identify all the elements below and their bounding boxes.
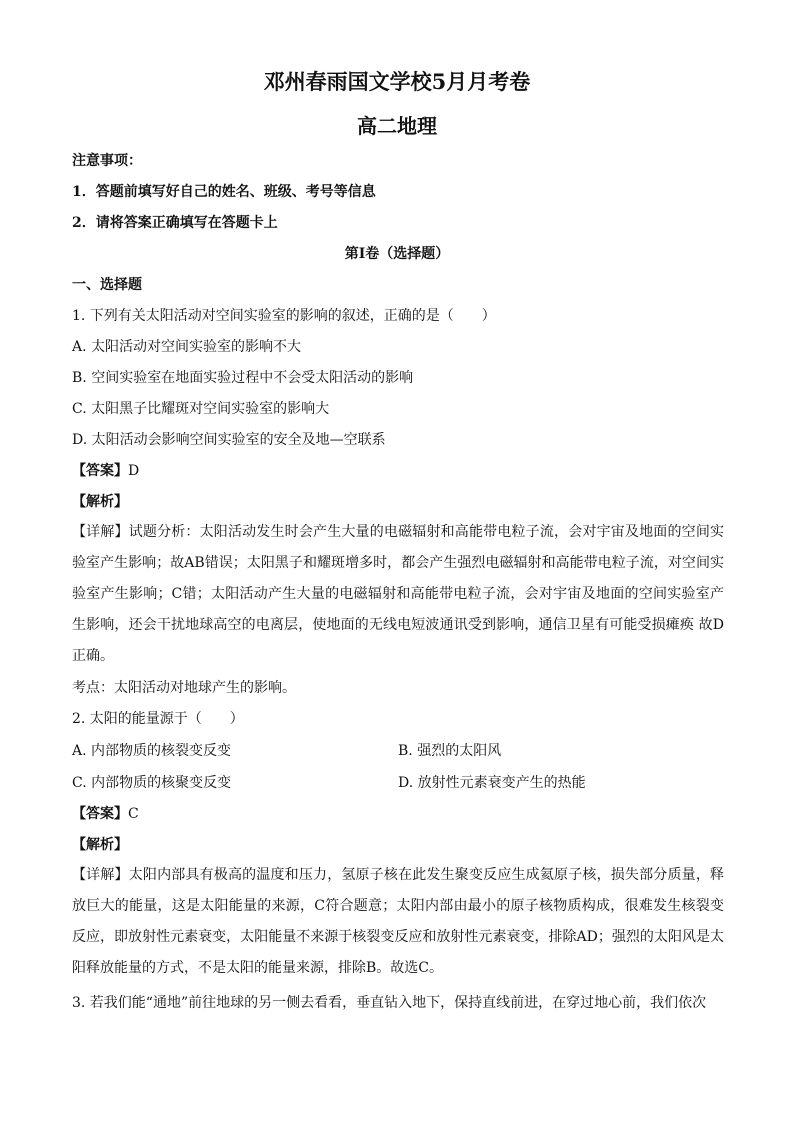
q2-option-a: A. 内部物质的核裂变反变 (72, 743, 232, 759)
q1-stem: 1. 下列有关太阳活动对空间实验室的影响的叙述，正确的是（ ） (72, 308, 496, 324)
q1-point: 考点：太阳活动对地球产生的影响。 (72, 680, 296, 696)
q1-option-a: A. 太阳活动对空间实验室的影响不大 (72, 339, 302, 355)
notice-item-2: 2．请将答案正确填写在答题卡上 (72, 215, 278, 231)
exam-title: 邓州春雨国文学校5月月考卷 (263, 69, 531, 94)
answer-value: C (128, 806, 139, 822)
subject-title: 高二地理 (357, 114, 437, 138)
q1-option-d: D. 太阳活动会影响空间实验室的安全及地—空联系 (72, 432, 386, 448)
notice-heading: 注意事项： (72, 153, 142, 169)
q1-option-c: C. 太阳黑子比耀斑对空间实验室的影响大 (72, 401, 330, 417)
q1-detail: 【详解】试题分析：太阳活动发生时会产生大量的电磁辐射和高能带电粒子流，会对宇宙及地面的空间实验室产生影响；故AB错误；太阳黑子和耀斑增多时，都会产生强烈电磁辐射和高能带电粒子流，对空间实验室产生影响；C错；太阳活动产生大量的电磁辐射和高能带电粒子流，会对宇宙及地面的空间实验室产生影响，还会干扰地球高空的电离层，使地面的无线电短波通讯受到影响，通信卫星有可能受损瘫痪 故D正确。 (72, 524, 724, 664)
answer-label: 【答案】 (72, 806, 128, 822)
volume-heading: 第I卷（选择题） (344, 246, 450, 262)
q2-answer (72, 804, 139, 824)
q2-option-c: C. 内部物质的核聚变反变 (72, 775, 232, 791)
q1-answer (72, 461, 139, 481)
q2-option-d: D. 放射性元素衰变产生的热能 (398, 775, 586, 791)
q3-stem: 3. 若我们能“通地”前往地球的另一侧去看看，垂直钻入地下，保持直线前进，在穿过地心前，我们依次 (72, 995, 707, 1011)
part-heading: 一、选择题 (72, 277, 142, 293)
notice-item-1: 1．答题前填写好自己的姓名、班级、考号等信息 (72, 184, 376, 200)
answer-label: 【答案】 (72, 463, 128, 479)
q2-analysis-label: 【解析】 (72, 837, 128, 853)
q2-stem: 2. 太阳的能量源于（ ） (72, 711, 244, 727)
q1-option-b: B. 空间实验室在地面实验过程中不会受太阳活动的影响 (72, 370, 414, 386)
q1-analysis-label: 【解析】 (72, 494, 128, 510)
q2-option-b: B. 强烈的太阳风 (398, 743, 502, 759)
q2-detail: 【详解】太阳内部具有极高的温度和压力，氢原子核在此发生聚变反应生成氦原子核，损失部分质量，释放巨大的能量，这是太阳能量的来源，C符合题意；太阳内部由最小的原子核物质构成，很难发生核裂变反应，即放射性元素衰变，太阳能量不来源于核裂变反应和放射性元素衰变，排除AD；强烈的太阳风是太阳释放能量的方式，不是太阳的能量来源，排除B。故选C。 (72, 867, 724, 976)
answer-value: D (128, 463, 140, 479)
